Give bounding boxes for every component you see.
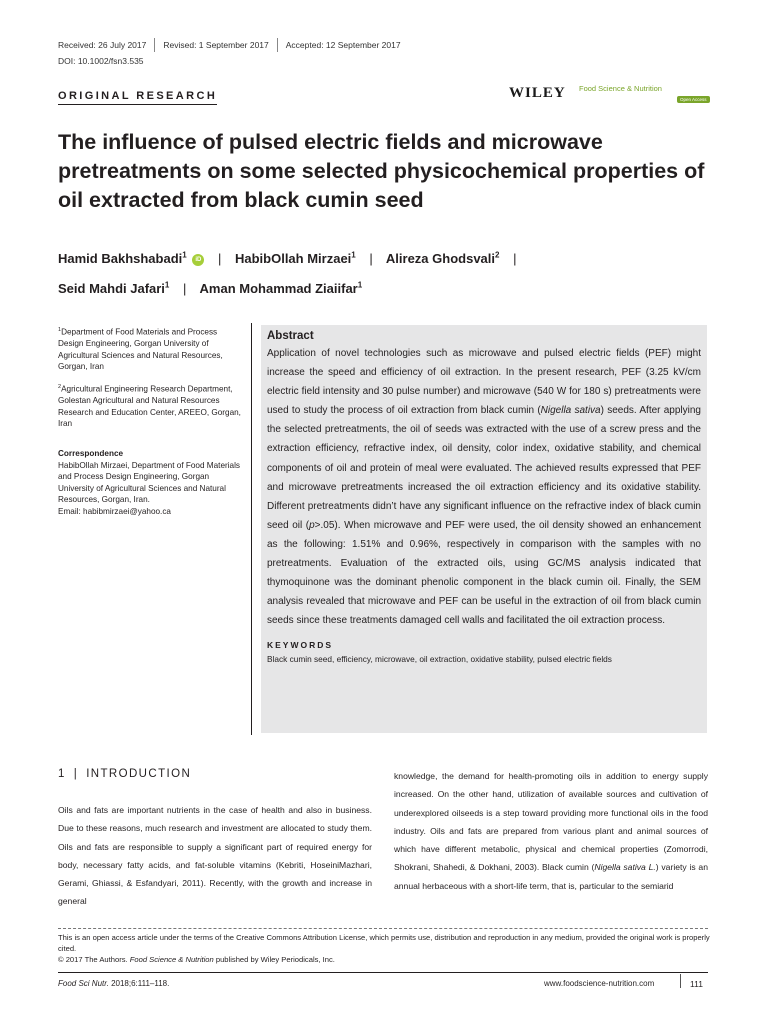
accepted-date: Accepted: 12 September 2017 <box>285 40 401 50</box>
correspondence-heading: Correspondence <box>58 449 124 458</box>
affiliation: $^1$Department of Food Materials and Process Design Engineering, Gorgan University of Agricultural Sciences and Natural Resources, Gorgan, Iran <box>58 327 223 372</box>
author-separator: | <box>369 251 373 267</box>
footnote-divider <box>58 928 708 929</box>
journal-website-link[interactable]: www.foodscience-nutrition.com <box>544 979 655 988</box>
abstract-text: Application of novel technologies such as microwave and pulsed electric fields (PEF) might increase the speed and efficiency of oil extraction. In the present research, PEF (3.25 kV/cm electric field intensity and 30 pulse number) and microwave (540 W for 180 s) pretreatments were used to study the process of oil extraction from black cumin (Nigella sativa) seeds. After applying the selected pretreatments, the oil of seeds was extracted with the use of a screw press and the extraction efficiency, refractive index, oil density, color index, oxidative stability, and chemical components of oil and protein of meal were evaluated. The achieved results expressed that PEF and microwave pretreatments increased the oil extraction efficiency and its oxidative stability. Different pretreatments didn’t have any significant influence on the refractive index of black cumin seed oil (p>.05). When microwave and PEF were used, the oil density showed an enhancement as the following: 1.51% and 0.96%, respectively in comparison with the samples with no pretreatments. Evaluation of the extracted oils, using GC/MS analysis indicated that thymoquinone was the dominant phenolic component in the black cumin oil. Finally, the SEM analysis revealed that microwave and PEF can be useful in the extraction of oil from black cumin seeds since these treatments damaged cell walls and facilitated the oil extraction process. <box>267 348 701 627</box>
journal-name: Food Science & Nutrition <box>579 84 662 93</box>
copyright-text: © 2017 The Authors. Food Science & Nutrition published by Wiley Periodicals, Inc. <box>58 955 335 965</box>
page-number: 111 <box>690 979 703 989</box>
section-heading: 1 | INTRODUCTION <box>58 768 192 780</box>
abstract-heading: Abstract <box>267 330 314 342</box>
keywords-heading: KEYWORDS <box>267 640 334 651</box>
keywords-list: Black cumin seed, efficiency, microwave, oil extraction, oxidative stability, pulsed electric fields <box>267 654 612 665</box>
correspondence-text: HabibOllah Mirzaei, Department of Food Materials and Process Design Engineering, Gorgan University of Agricultural Sciences and Natural Resources, Gorgan, Iran. <box>58 460 241 504</box>
license-text: This is an open access article under the terms of the Creative Commons Attribution License, which permits use, distribution and reproduction in any medium, provided the original work is properly cited. <box>58 933 710 954</box>
section-label: ORIGINAL RESEARCH <box>58 90 217 105</box>
divider <box>680 974 681 988</box>
author-separator: | <box>183 280 187 296</box>
author-name[interactable]: Seid Mahdi Jafari$^1$ <box>58 280 170 296</box>
publisher-logo: WILEY <box>509 85 566 101</box>
intro-left-column: Oils and fats are important nutrients in the case of health and also in business. Due to these reasons, much research and investment are allocated to study them. Oils and fats are responsible to supply a significant part of required energy for body, necessary fatty acids, and fat-soluble vitamins (Kebriti, HoseiniMazhari, Gerami, Ghiassi, & Esfandyari, 2011). Recently, with the growth and increase in general <box>58 805 372 907</box>
intro-right-column: knowledge, the demand for health-promoting oils in addition to energy supply increased. On the other hand, utilization of available sources and cultivation of underexplored oilseeds is a step toward providing more functional oils in the food industry. Oils and fats are prepared from various plant and animal sources of which have different metabolic, physical and chemical properties (Zomorrodi, Shokrani, Shahedi, & Dokhani, 2003). Black cumin (Nigella sativa L.) variety is an annual herbaceous with a short-life term, that is, particular to the semiarid <box>394 771 708 891</box>
correspondence-email[interactable]: Email: habibmirzaei@yahoo.ca <box>58 506 171 516</box>
journal-citation: Food Sci Nutr. 2018;6:111–118. <box>58 979 170 988</box>
column-divider <box>251 323 252 735</box>
author-list <box>58 243 718 302</box>
correspondence <box>58 448 243 517</box>
footer-divider <box>58 972 708 973</box>
article-title: The influence of pulsed electric fields and microwave pretreatments on some selected physicochemical properties of oil extracted from black cumin seed <box>58 130 705 212</box>
abstract-box <box>261 325 707 733</box>
divider <box>277 38 278 52</box>
author-separator: | <box>513 251 517 267</box>
divider <box>154 38 155 52</box>
author-name[interactable]: Aman Mohammad Ziaiifar$^1$ <box>199 280 363 296</box>
author-name[interactable]: Alireza Ghodsvali$^2$ <box>385 251 500 267</box>
affiliation: $^2$Agricultural Engineering Research Department, Golestan Agricultural and Natural Resources Research and Education Center, AREEO, Gorgan, Iran <box>58 384 241 429</box>
author-name[interactable]: HabibOllah Mirzaei$^1$ <box>234 251 356 267</box>
author-separator: | <box>217 251 222 267</box>
license-footnote <box>58 932 713 966</box>
revised-date: Revised: 1 September 2017 <box>163 40 269 50</box>
article-dates <box>58 38 401 52</box>
author-name[interactable]: Hamid Bakhshabadi$^1$ <box>58 251 187 267</box>
open-access-badge: Open Access <box>677 96 710 103</box>
orcid-icon[interactable]: iD <box>192 254 204 266</box>
doi[interactable]: DOI: 10.1002/fsn3.535 <box>58 56 144 66</box>
received-date: Received: 26 July 2017 <box>58 40 147 50</box>
